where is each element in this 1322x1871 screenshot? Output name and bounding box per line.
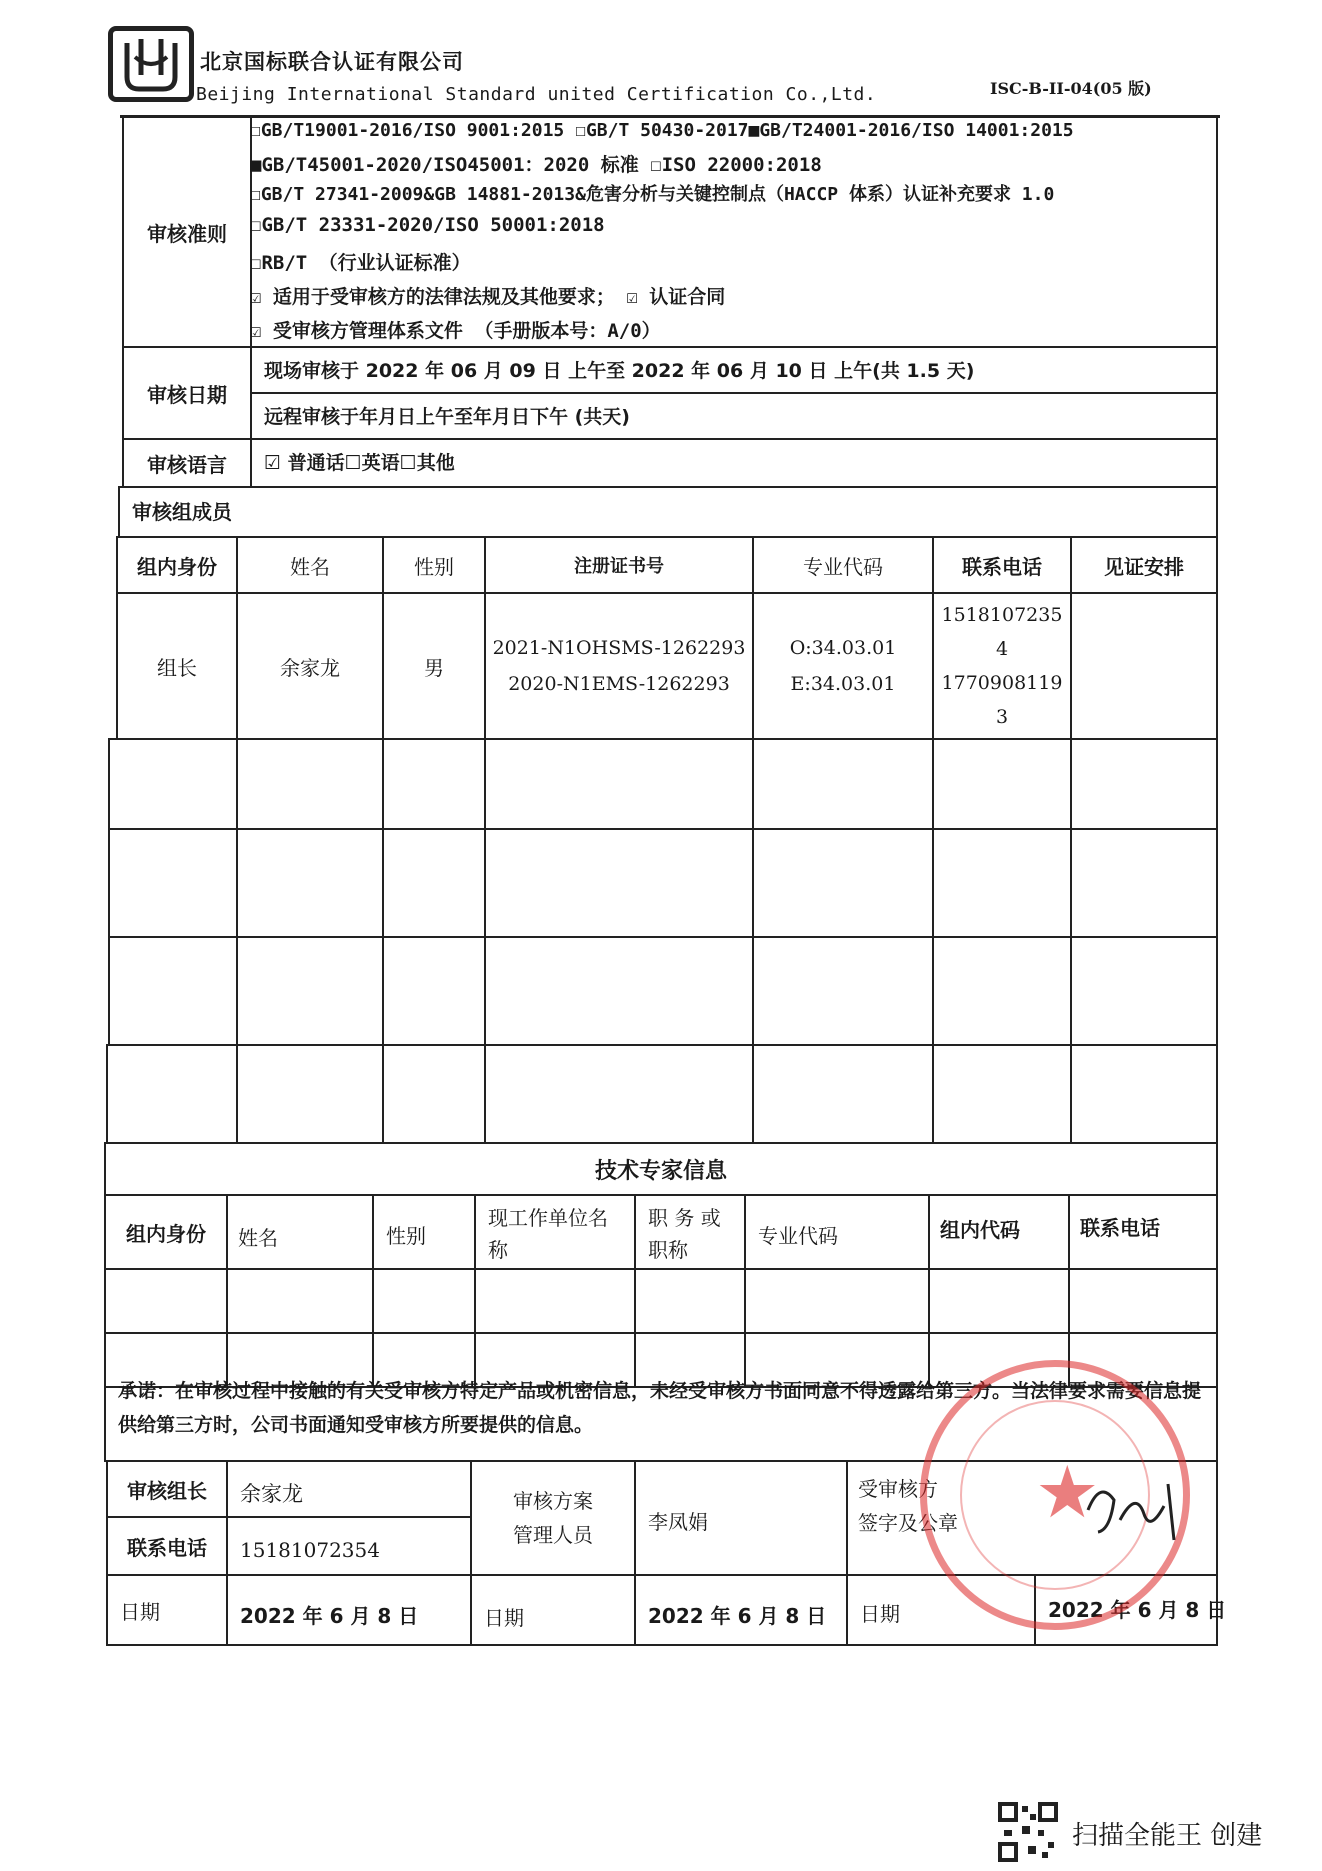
leader-phone-2a: 1770908119 [941,672,1063,694]
signoff-date-1: 2022 年 6 月 8 日 [226,1574,472,1646]
signoff-date-label-2: 日期 [470,1574,636,1646]
expert-header-employer: 现工作单位名称 [474,1194,636,1270]
team-empty-cell [236,1044,384,1144]
leader-cert-2: 2020-N1EMS-1262293 [508,673,730,695]
signoff-planner-value: 李凤娟 [634,1460,848,1576]
team-empty-cell [236,936,384,1046]
signoff-phone-value: 15181072354 [226,1516,472,1576]
seal-star-icon: ★ [1035,1450,1100,1534]
team-label: 审核组成员 [118,486,1218,538]
leader-name: 余家龙 [236,592,384,740]
team-header-role: 组内身份 [116,536,238,594]
audit-date-remote: 远程审核于年月日上午至年月日下午 (共天) [250,392,1218,440]
expert-header-name: 姓名 [226,1194,374,1270]
team-header-phone: 联系电话 [932,536,1072,594]
team-empty-cell [108,828,238,938]
leader-code-1: O:34.03.01 [789,637,897,659]
team-empty-cell [484,828,754,938]
leader-codes [752,592,934,740]
expert-header-role: 组内身份 [104,1194,228,1270]
team-empty-cell [1070,828,1218,938]
team-empty-cell [932,828,1072,938]
company-name-en: Beijing International Standard united Certification Co.,Ltd. [196,84,877,105]
expert-header-gender: 性别 [372,1194,476,1270]
criteria-line-5: ☐RB/T （行业认证标准） [250,252,471,274]
signoff-planner-label-2: 管理人员 [513,1523,593,1547]
criteria-line-7: ☑ 受审核方管理体系文件 （手册版本号：A/0） [250,320,661,342]
expert-empty-cell [634,1268,746,1334]
leader-phone-2b: 3 [995,706,1009,728]
signoff-date-label-1: 日期 [106,1574,228,1646]
team-empty-cell [484,738,754,830]
team-empty-cell [382,1044,486,1144]
team-empty-cell [1070,1044,1218,1144]
signoff-date-label-3: 日期 [846,1574,1036,1646]
audit-language-label: 审核语言 [122,438,252,488]
signoff-date-3: 2022 年 6 月 8 日 [1034,1574,1218,1646]
expert-header-group-code: 组内代码 [928,1194,1070,1270]
team-empty-cell [382,828,486,938]
team-empty-cell [382,738,486,830]
audit-language-value: ☑ 普通话☐英语☐其他 [250,438,1218,488]
commitment-text: 承诺：在审核过程中接触的有关受审核方特定产品或机密信息，未经受审核方书面同意不得透露给第三方。当法律要求需要信息提供给第三方时，公司书面通知受审核方所要提供的信息。 [118,1380,1202,1436]
team-header-gender: 性别 [382,536,486,594]
team-empty-cell [752,1044,934,1144]
company-name-cn: 北京国标联合认证有限公司 [200,50,464,74]
expert-header-code: 专业代码 [744,1194,930,1270]
expert-header-title: 职 务 或 职称 [634,1194,746,1270]
signoff-leader-label: 审核组长 [106,1460,228,1518]
team-empty-cell [932,738,1072,830]
signoff-planner-label-1: 审核方案 [513,1489,593,1513]
team-empty-cell [484,1044,754,1144]
criteria-line-1: ☐GB/T19001-2016/ISO 9001:2015 ☐GB/T 50430-2017■GB/T24001-2016/ISO 14001:2015 [250,120,1074,141]
team-empty-cell [752,738,934,830]
signature-mark [1080,1470,1190,1550]
expert-empty-cell [226,1268,374,1334]
expert-header-phone: 联系电话 [1068,1194,1218,1270]
form-code: ISC-B-II-04(05 版) [990,79,1152,98]
team-empty-cell [752,936,934,1046]
audit-date-label: 审核日期 [122,346,252,440]
leader-phones [932,592,1072,740]
team-empty-cell [484,936,754,1046]
experts-title: 技术专家信息 [104,1142,1218,1196]
leader-gender: 男 [382,592,486,740]
team-empty-cell [236,828,384,938]
expert-empty-cell [744,1268,930,1334]
team-header-code: 专业代码 [752,536,934,594]
scanner-app-label: 扫描全能王 创建 [1072,1821,1263,1851]
team-empty-cell [932,1044,1072,1144]
team-empty-cell [932,936,1072,1046]
signoff-date-2: 2022 年 6 月 8 日 [634,1574,848,1646]
team-header-cert: 注册证书号 [484,536,754,594]
expert-empty-cell [474,1268,636,1334]
criteria-line-6: ☑ 适用于受审核方的法律法规及其他要求； ☑ 认证合同 [250,286,726,308]
team-empty-cell [108,936,238,1046]
signoff-auditee-label-2: 签字及公章 [858,1511,958,1535]
leader-witness [1070,592,1218,740]
team-empty-cell [106,1044,238,1144]
expert-empty-cell [372,1268,476,1334]
leader-code-2: E:34.03.01 [790,673,896,695]
team-empty-cell [236,738,384,830]
criteria-line-3: ☐GB/T 27341-2009&GB 14881-2013&危害分析与关键控制点（HACCP 体系）认证补充要求 1.0 [250,184,1055,205]
team-empty-cell [752,828,934,938]
signoff-leader-value: 余家龙 [226,1460,472,1518]
leader-certs [484,592,754,740]
team-empty-cell [1070,738,1218,830]
team-header-witness: 见证安排 [1070,536,1218,594]
signoff-phone-label: 联系电话 [106,1516,228,1576]
criteria-line-2: ■GB/T45001-2020/ISO45001：2020 标准 ☐ISO 22000:2018 [250,154,822,176]
signoff-planner-label [470,1460,636,1576]
signoff-auditee-label-1: 受审核方 [858,1477,938,1501]
expert-empty-cell [1068,1268,1218,1334]
expert-empty-cell [104,1268,228,1334]
logo-mark-icon [113,31,189,97]
criteria-label: 审核准则 [122,116,252,348]
leader-phone-1a: 1518107235 [941,604,1063,626]
leader-phone-1b: 4 [995,638,1009,660]
leader-cert-1: 2021-N1OHSMS-1262293 [492,637,746,659]
audit-date-onsite: 现场审核于 2022 年 06 月 09 日 上午至 2022 年 06 月 10 日 上午(共 1.5 天) [250,346,1218,394]
leader-role: 组长 [116,592,238,740]
team-empty-cell [1070,936,1218,1046]
team-empty-cell [108,738,238,830]
qr-code-icon [998,1802,1058,1862]
company-logo [108,26,194,102]
criteria-line-4: ☐GB/T 23331-2020/ISO 50001:2018 [250,214,605,236]
expert-empty-cell [928,1268,1070,1334]
team-header-name: 姓名 [236,536,384,594]
team-empty-cell [382,936,486,1046]
